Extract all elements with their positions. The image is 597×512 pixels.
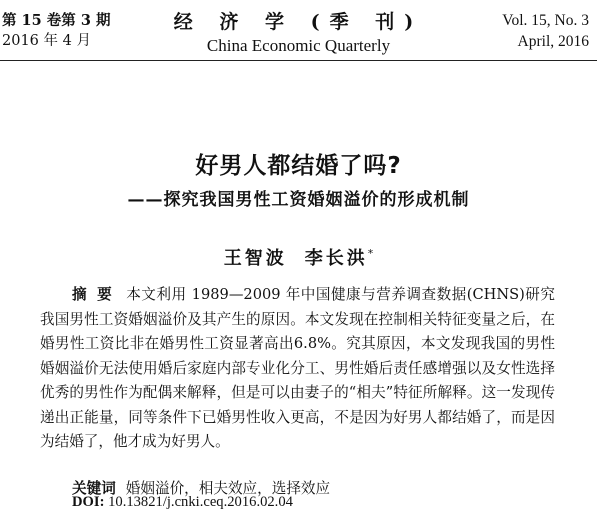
author-line [0, 244, 597, 270]
abstract-text: 本文利用 1989—2009 年中国健康与营养调查数据(CHNS)研究我国男性工资婚姻溢价及其产生的原因。本文发现在控制相关特征变量之后，在婚男性工资比非在婚男性工资显著高出6.8%。究其原因，本文发现我国的男性婚姻溢价无法使用婚后家庭内部专业化分工、男性婚后责任感增强以及女性选择优秀的男性作为配偶来解释，但是可以由妻子的“相夫”特征所解释。这一发现传递出正能量，同等条件下已婚男性收入更高，不是因为好男人都结婚了，而是因为结婚了，他才成为好男人。 [40, 286, 555, 450]
author-name: 王智波 [223, 248, 287, 269]
author-name: 李长洪 [304, 248, 368, 269]
paper-subtitle: ——探究我国男性工资婚姻溢价的形成机制 [127, 190, 470, 210]
doi-link[interactable]: 10.13821/j.cnki.ceq.2016.02.04 [108, 494, 293, 510]
paper-title: 好男人都结婚了吗? [195, 153, 402, 179]
volume-issue: 第 15 卷第 3 期 [2, 12, 111, 29]
header-rule [0, 60, 597, 61]
issue-date-en: April, 2016 [517, 33, 589, 50]
issue-date-cn: 2016 年 4 月 [2, 33, 91, 49]
keywords-label: 关键词 [72, 480, 116, 497]
keywords-text: 婚姻溢价，相夫效应，选择效应 [125, 480, 331, 497]
doi [72, 494, 293, 511]
running-header [0, 0, 597, 62]
doi-label: DOI: [72, 494, 105, 510]
abstract-label: 摘要 [72, 286, 123, 303]
abstract [40, 283, 555, 455]
journal-name-cn: 经 济 学 (季 刊) [173, 11, 424, 33]
journal-name-en: China Economic Quarterly [206, 36, 391, 55]
volume-issue-en: Vol. 15, No. 3 [502, 12, 589, 29]
author-footnote-mark: * [367, 247, 374, 260]
issue-info-en [502, 10, 589, 52]
